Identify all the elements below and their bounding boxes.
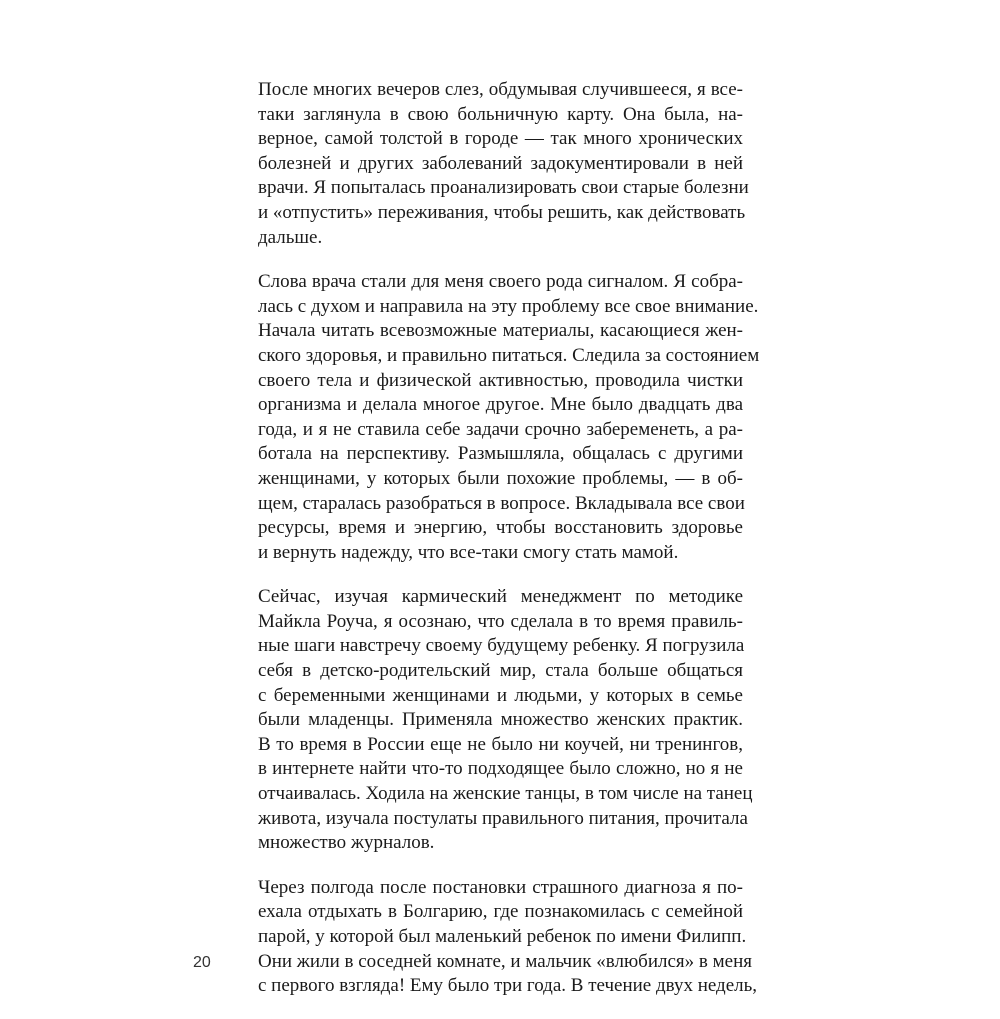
text-line: врачи. Я попыталась проанализировать свои старые болезни xyxy=(258,177,749,199)
text-line: После многих вечеров слез, обдумывая случившееся, я все- xyxy=(258,79,743,100)
text-line: в интернете найти что-то подходящее было сложно, но я не xyxy=(258,758,743,780)
text-line: с беременными женщинами и людьми, у которых в семье xyxy=(258,684,743,706)
text-line: живота, изучала постулаты правильного питания, прочитала xyxy=(258,807,748,829)
text-line: Майкла Роуча, я осознаю, что сделала в то время правиль- xyxy=(258,610,743,632)
text-line: отчаивалась. Ходила на женские танцы, в том числе на танец xyxy=(258,783,753,805)
text-line: таки заглянула в свою больничную карту. Она была, на- xyxy=(258,103,743,125)
text-line: ботала на перспективу. Размышляла, общалась с другими xyxy=(258,443,743,465)
text-line: Слова врача стали для меня своего рода сигналом. Я собра- xyxy=(258,271,743,293)
body-text xyxy=(258,78,760,1019)
text-line: организма и делала многое другое. Мне было двадцать два xyxy=(258,394,743,416)
paragraph xyxy=(258,270,760,565)
text-line: года, и я не ставила себе задачи срочно забеременеть, а ра- xyxy=(258,418,743,440)
text-line: и вернуть надежду, что все-таки смогу стать мамой. xyxy=(258,541,679,563)
text-line: Они жили в соседней комнате, и мальчик «влюбился» в меня xyxy=(258,950,752,972)
text-line: Сейчас, изучая кармический менеджмент по методике xyxy=(258,586,743,608)
text-line: ехала отдыхать в Болгарию, где познакомилась с семейной xyxy=(258,901,743,923)
paragraph xyxy=(258,876,758,999)
text-line: ные шаги навстречу своему будущему ребенку. Я погрузила xyxy=(258,635,745,657)
text-line: были младенцы. Применяла множество женских практик. xyxy=(258,709,743,731)
text-line: ресурсы, время и энергию, чтобы восстановить здоровье xyxy=(258,517,743,539)
text-line: Через полгода после постановки страшного диагноза я по- xyxy=(258,876,743,898)
paragraph xyxy=(258,78,749,250)
text-line: В то время в России еще не было ни коучей, ни тренингов, xyxy=(258,733,743,755)
text-line: своего тела и физической активностью, проводила чистки xyxy=(258,369,743,391)
text-line: лась с духом и направила на эту проблему все свое внимание. xyxy=(258,295,759,317)
text-line: дальше. xyxy=(258,226,323,248)
text-line: Начала читать всевозможные материалы, касающиеся жен- xyxy=(258,320,743,342)
text-line: болезней и других заболеваний задокументировали в ней xyxy=(258,152,743,174)
paragraph xyxy=(258,585,753,856)
text-line: себя в детско-родительский мир, стала больше общаться xyxy=(258,660,743,682)
page-number: 20 xyxy=(193,954,211,971)
text-line: женщинами, у которых были похожие проблемы, — в об- xyxy=(258,467,743,489)
text-line: ского здоровья, и правильно питаться. Следила за состоянием xyxy=(258,344,760,366)
text-line: и «отпустить» переживания, чтобы решить, как действовать xyxy=(258,201,746,223)
text-line: множество журналов. xyxy=(258,832,435,854)
text-line: щем, старалась разобраться в вопросе. Вкладывала все свои xyxy=(258,492,745,514)
text-line: с первого взгляда! Ему было три года. В течение двух недель, xyxy=(258,975,758,997)
text-line: верное, самой толстой в городе — так много хронических xyxy=(258,128,743,150)
text-line: парой, у которой был маленький ребенок по имени Филипп. xyxy=(258,926,747,947)
